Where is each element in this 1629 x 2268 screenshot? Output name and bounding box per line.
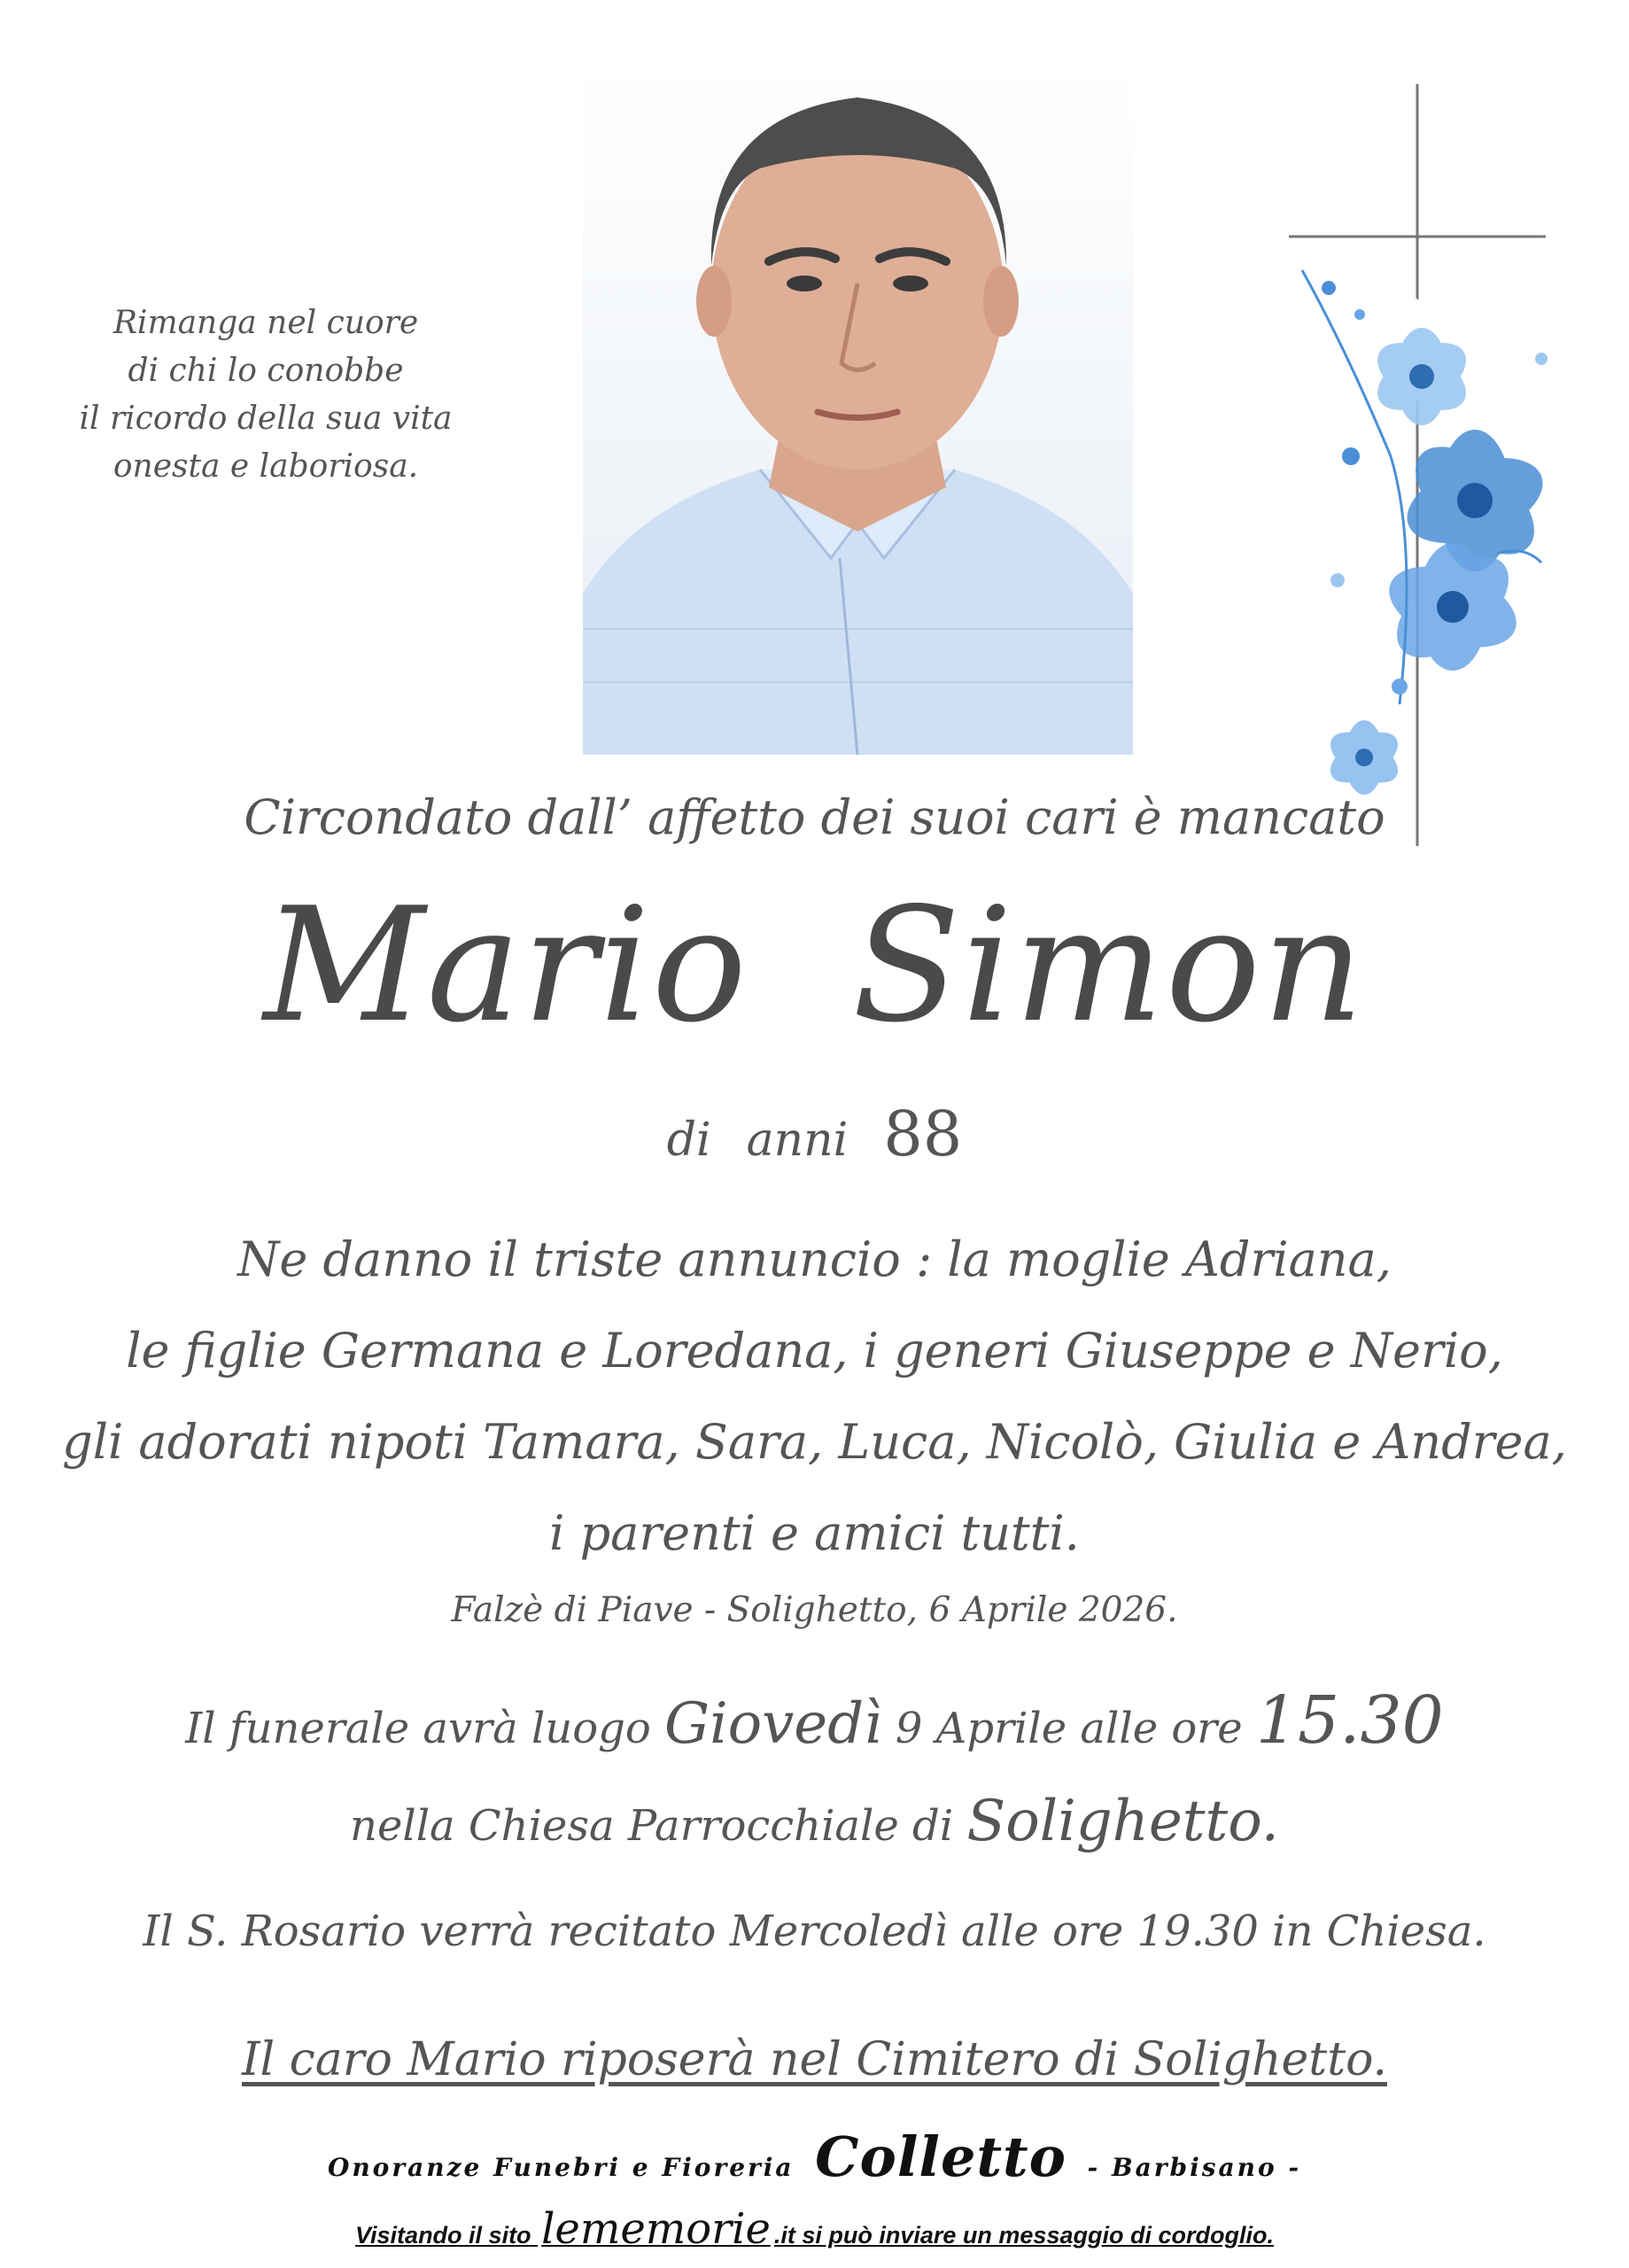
church-prefix: nella Chiesa Parrocchiale di <box>350 1801 954 1851</box>
quote-line: il ricordo della sua vita <box>79 400 453 437</box>
portrait-illustration <box>583 62 1133 755</box>
funeral-day: Giovedì <box>664 1691 882 1757</box>
intro-text: Circondato dall’ affetto dei suoi cari è mancato <box>244 789 1385 845</box>
funeral-agency <box>0 2124 1629 2189</box>
site-prefix: Visitando il sito <box>355 2222 531 2249</box>
last-name: Simon <box>852 874 1366 1057</box>
site-suffix: .it si può inviare un messaggio di cordoglio. <box>773 2222 1274 2249</box>
funeral-church-line <box>0 1775 1629 1873</box>
funeral-time-line <box>0 1674 1629 1775</box>
church-place: Solighetto. <box>966 1789 1279 1854</box>
announcement-line: gli adorati nipoti Tamara, Sara, Luca, Nicolò, Giulia e Andrea, <box>62 1414 1567 1470</box>
age-prefix-di: di <box>666 1114 711 1167</box>
age-prefix-anni: anni <box>746 1114 849 1167</box>
condolence-site[interactable] <box>0 2204 1629 2254</box>
announcement-line: le figlie Germana e Loredana, i generi Giuseppe e Nerio, <box>126 1323 1503 1379</box>
portrait-photo <box>583 62 1133 755</box>
quote-line: onesta e laboriosa. <box>112 448 419 485</box>
funeral-time: 15.30 <box>1255 1682 1444 1759</box>
agency-brand: Colletto <box>815 2124 1067 2189</box>
first-name: Mario <box>263 874 749 1057</box>
rosary-info: Il S. Rosario verrà recitato Mercoledì alle ore 19.30 in Chiesa. <box>143 1907 1486 1956</box>
announcement-line: i parenti e amici tutti. <box>549 1505 1080 1561</box>
cross-icon <box>1276 84 1568 846</box>
announcement <box>0 1214 1629 1579</box>
site-name-link[interactable]: lememorie <box>541 2204 771 2254</box>
quote-line: di chi lo conobbe <box>128 353 404 389</box>
funeral-prefix: Il funerale avrà luogo <box>185 1704 651 1753</box>
age-value: 88 <box>883 1098 963 1170</box>
agency-prefix: Onoranze Funebri e Fioreria <box>327 2153 795 2182</box>
age-line <box>0 1099 1629 1176</box>
announcement-line: Ne danno il triste annuncio : la moglie Adriana, <box>237 1231 1392 1287</box>
memorial-quote <box>53 299 478 491</box>
place-date: Falzè di Piave - Solighetto, 6 Aprile 2026. <box>451 1590 1178 1630</box>
agency-suffix: - Barbisano - <box>1087 2153 1302 2182</box>
funeral-date: 9 Aprile alle ore <box>895 1704 1243 1753</box>
funeral-info <box>0 1674 1629 1873</box>
cross-with-flowers <box>1276 84 1568 846</box>
blue-flowers-icon <box>1302 270 1555 795</box>
burial-info: Il caro Mario riposerà nel Cimitero di Solighetto. <box>241 2033 1388 2086</box>
quote-line: Rimanga nel cuore <box>112 305 419 341</box>
deceased-name <box>0 873 1629 1059</box>
